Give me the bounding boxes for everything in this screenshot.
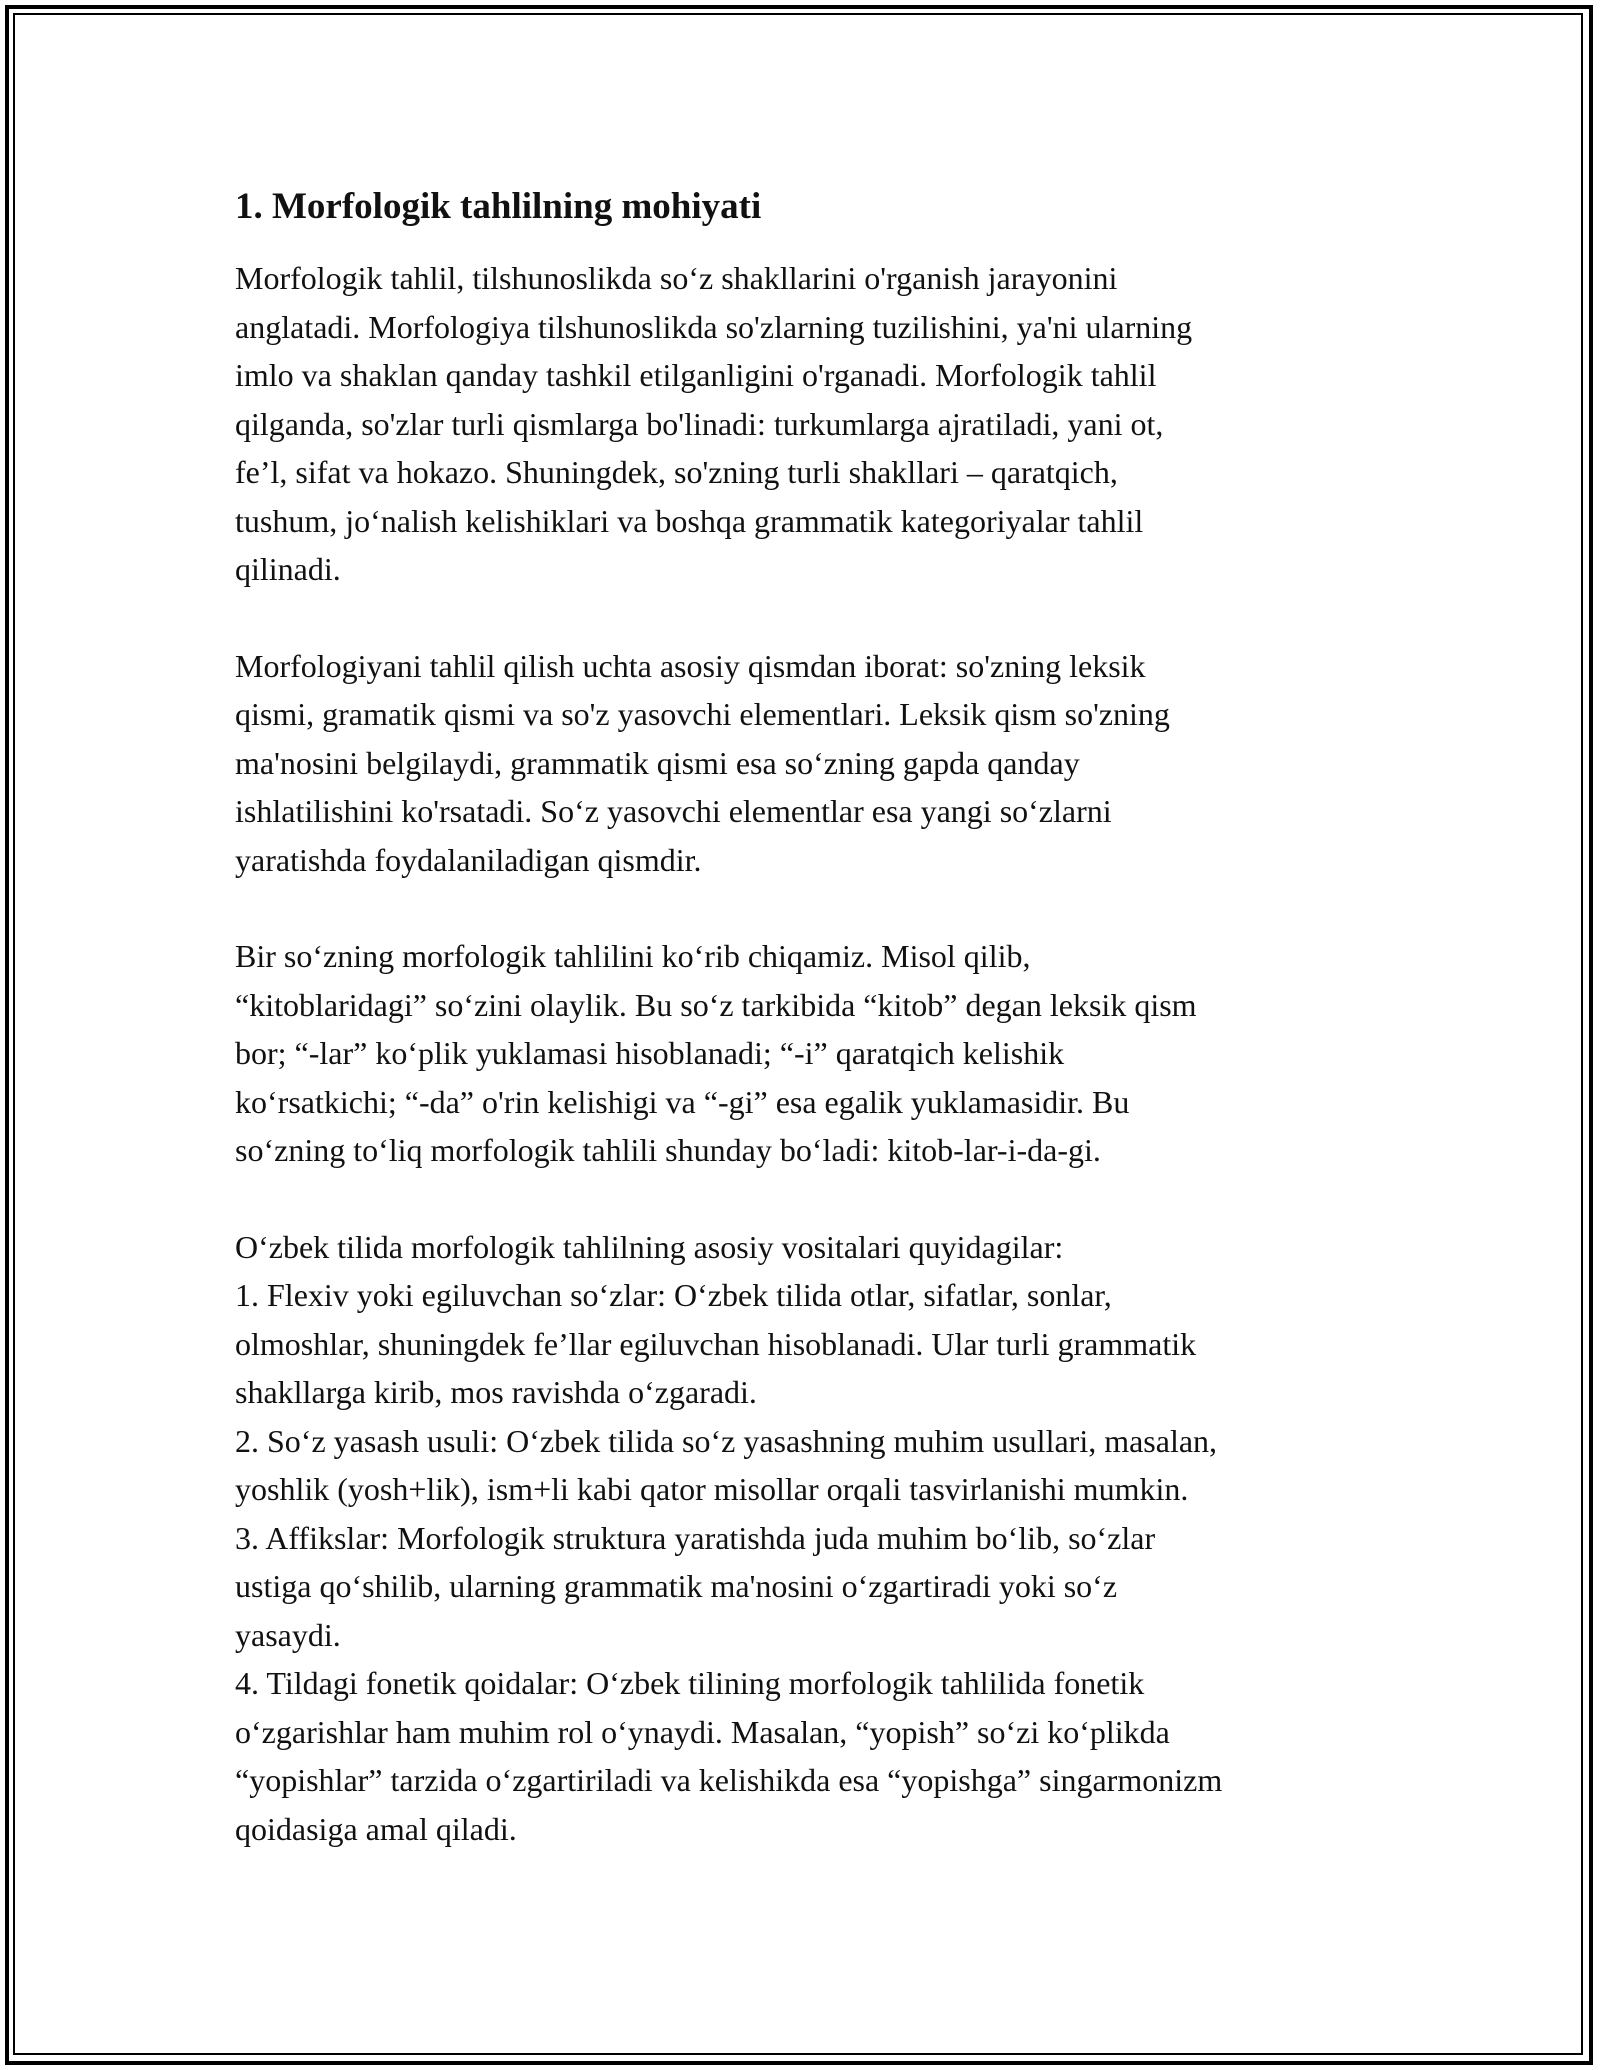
text-line: so‘zning to‘liq morfologik tahlili shunday bo‘ladi: kitob-lar-i-da-gi. <box>235 1132 1101 1169</box>
text-line: shakllarga kirib, mos ravishda o‘zgaradi. <box>235 1374 757 1411</box>
document-body <box>235 185 1375 1853</box>
text-line: qismi, gramatik qismi va so'z yasovchi elementlari. Leksik qism so'zning <box>235 696 1170 733</box>
text-line: o‘zgarishlar ham muhim rol o‘ynaydi. Masalan, “yopish” so‘zi ko‘plikda <box>235 1713 1170 1750</box>
section-title: 1. Morfologik tahlilning mohiyati <box>235 186 762 227</box>
text-line: “yopishlar” tarzida o‘zgartiriladi va kelishikda esa “yopishga” singarmonizm <box>235 1762 1223 1799</box>
text-line: “kitoblaridagi” so‘zini olaylik. Bu so‘z tarkibida “kitob” degan leksik qism <box>235 986 1197 1023</box>
text-line: tushum, jo‘nalish kelishiklari va boshqa grammatik kategoriyalar tahlil <box>235 502 1144 539</box>
text-line: ma'nosini belgilaydi, grammatik qismi esa so‘zning gapda qanday <box>235 744 1080 781</box>
text-line: yasaydi. <box>235 1616 341 1653</box>
paragraph-2 <box>235 642 1375 885</box>
paragraph-1 <box>235 254 1375 594</box>
text-line: qilinadi. <box>235 551 341 588</box>
text-line: Morfologiyani tahlil qilish uchta asosiy qismdan iborat: so'zning leksik <box>235 647 1146 684</box>
text-line: ko‘rsatkichi; “-da” o'rin kelishigi va “-gi” esa egalik yuklamasidir. Bu <box>235 1083 1130 1120</box>
text-line: ustiga qo‘shilib, ularning grammatik ma'nosini o‘zgartiradi yoki so‘z <box>235 1568 1118 1605</box>
text-line: 3. Affikslar: Morfologik struktura yaratishda juda muhim bo‘lib, so‘zlar <box>235 1519 1156 1556</box>
text-line: qilganda, so'zlar turli qismlarga bo'linadi: turkumlarga ajratiladi, yani ot, <box>235 405 1164 442</box>
text-line: O‘zbek tilida morfologik tahlilning asosiy vositalari quyidagilar: <box>235 1228 1064 1265</box>
text-line: anglatadi. Morfologiya tilshunoslikda so'zlarning tuzilishini, ya'ni ularning <box>235 308 1193 345</box>
text-line: 4. Tildagi fonetik qoidalar: O‘zbek tilining morfologik tahlilida fonetik <box>235 1665 1145 1702</box>
text-line: olmoshlar, shuningdek fe’llar egiluvchan hisoblanadi. Ular turli grammatik <box>235 1325 1197 1362</box>
text-line: 2. So‘z yasash usuli: O‘zbek tilida so‘z yasashning muhim usullari, masalan, <box>235 1422 1218 1459</box>
text-line: imlo va shaklan qanday tashkil etilganligini o'rganadi. Morfologik tahlil <box>235 357 1157 394</box>
text-line: fe’l, sifat va hokazo. Shuningdek, so'zning turli shakllari – qaratqich, <box>235 454 1118 491</box>
paragraph-3 <box>235 932 1375 1175</box>
text-line: 1. Flexiv yoki egiluvchan so‘zlar: O‘zbek tilida otlar, sifatlar, sonlar, <box>235 1277 1112 1314</box>
paragraphs-container <box>235 254 1375 1853</box>
text-line: qoidasiga amal qiladi. <box>235 1810 517 1847</box>
text-line: yaratishda foydalaniladigan qismdir. <box>235 841 702 878</box>
text-line: Bir so‘zning morfologik tahlilini ko‘rib chiqamiz. Misol qilib, <box>235 938 1031 975</box>
text-line: yoshlik (yosh+lik), ism+li kabi qator misollar orqali tasvirlanishi mumkin. <box>235 1471 1189 1508</box>
text-line: Morfologik tahlil, tilshunoslikda so‘z shakllarini o'rganish jarayonini <box>235 260 1118 297</box>
text-line: ishlatilishini ko'rsatadi. So‘z yasovchi elementlar esa yangi so‘zlarni <box>235 793 1112 830</box>
text-line: bor; “-lar” ko‘plik yuklamasi hisoblanadi; “-i” qaratqich kelishik <box>235 1035 1065 1072</box>
paragraph-4 <box>235 1223 1375 1854</box>
